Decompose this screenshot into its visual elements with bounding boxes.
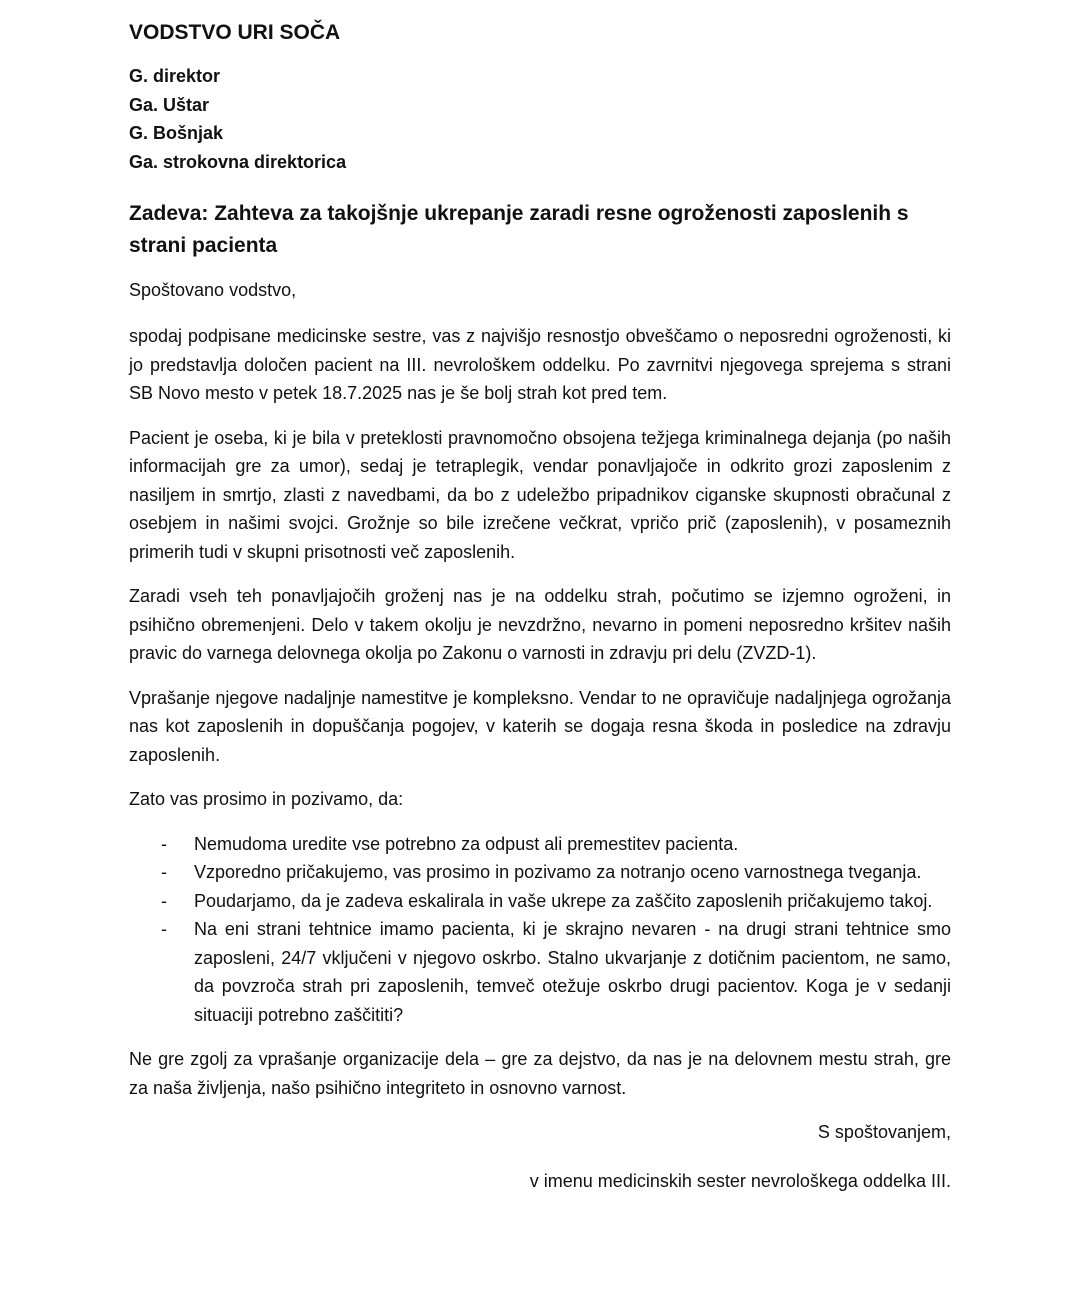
recipient-director: G. direktor xyxy=(129,66,221,86)
request-list xyxy=(129,830,951,1030)
letter-greeting: Spoštovano vodstvo, xyxy=(129,280,297,300)
letter-signature: v imenu medicinskih sester nevrološkega oddelka III. xyxy=(529,1171,951,1191)
list-dash: - xyxy=(161,919,167,939)
list-dash: - xyxy=(161,862,167,882)
recipient-bosnjak: G. Bošnjak xyxy=(129,123,224,143)
list-item-text: Vzporedno pričakujemo, vas prosimo in pozivamo za notranjo oceno varnostnega tveganja. xyxy=(194,862,922,882)
paragraph-notice: spodaj podpisane medicinske sestre, vas z najvišjo resnostjo obveščamo o neposredni ogroženosti, ki jo predstavlja določen pacient na III. nevrološkem oddelku. Po zavrnitvi njegovega sprejema s strani SB Novo mesto v petek 18.7.2025 nas je še bolj strah kot pred tem. xyxy=(129,326,951,403)
paragraph-placement: Vprašanje njegove nadaljnje namestitve je kompleksno. Vendar to ne opravičuje nadaljnjega ogrožanja nas kot zaposlenih in dopuščanja pogojev, v katerih se dogaja resna škoda in posledice na zdravju zaposlenih. xyxy=(129,687,951,765)
recipient-ustar: Ga. Uštar xyxy=(129,94,210,115)
recipient-professional-director: Ga. strokovna direktorica xyxy=(129,151,347,172)
list-item-text: Nemudoma uredite vse potrebno za odpust ali premestitev pacienta. xyxy=(194,833,739,854)
list-item-text: Na eni strani tehtnice imamo pacienta, ki je skrajno nevaren - na drugi strani tehtnice smo zaposleni, 24/7 vključeni v njegovo oskrbo. Stalno ukvarjanje z dotičnim pacientom, ne samo, da povzroča strah pri zaposlenih, temveč otežuje oskrbo drugi pacientov. Koga je v sedanji situaciji potrebno zaščititi? xyxy=(194,919,951,1025)
paragraph-final: Ne gre zgolj za vprašanje organizacije dela – gre za dejstvo, da nas je na delovnem mestu strah, gre za naša življenja, našo psihično integriteto in osnovno varnost. xyxy=(129,1049,951,1098)
paragraph-request-intro: Zato vas prosimo in pozivamo, da: xyxy=(129,789,404,809)
list-item xyxy=(129,887,951,916)
letter-subject: Zadeva: Zahteva za takojšnje ukrepanje zaradi resne ogroženosti zaposlenih s strani pacienta xyxy=(129,202,909,257)
list-item xyxy=(129,915,951,1029)
list-item-text: Poudarjamo, da je zadeva eskalirala in vaše ukrepe za zaščito zaposlenih pričakujemo takoj. xyxy=(194,890,933,911)
letter-closing: S spoštovanjem, xyxy=(817,1122,951,1142)
recipient-list xyxy=(129,62,951,176)
list-dash: - xyxy=(161,890,167,911)
paragraph-fear: Zaradi vseh teh ponavljajočih groženj nas je na oddelku strah, počutimo se izjemno ogroženi, in psihično obremenjeni. Delo v takem okolju je nevzdržno, nevarno in pomeni neposredno kršitev naših pravic do varnega delovnega okolja po Zakonu o varnosti in zdravju pri delu (ZVZD-1). xyxy=(129,586,951,663)
paragraph-patient-threats: Pacient je oseba, ki je bila v preteklosti pravnomočno obsojena težjega kriminalnega dejanja (po naših informacijah gre za umor), sedaj je tetraplegik, vendar ponavljajoče in odkrito grozi zaposlenim z nasiljem in smrtjo, zlasti z navedbami, da bo z udeležbo pripadnikov ciganske skupnosti obračunal z osebjem in našimi svojci. Grožnje so bile izrečene večkrat, vpričo prič (zaposlenih), v posameznih primerih tudi v skupni prisotnosti več zaposlenih. xyxy=(129,427,951,562)
list-dash: - xyxy=(161,833,167,854)
letter-document xyxy=(129,18,951,1196)
list-item xyxy=(129,858,951,887)
letter-heading: VODSTVO URI SOČA xyxy=(129,21,341,44)
list-item xyxy=(129,830,951,859)
